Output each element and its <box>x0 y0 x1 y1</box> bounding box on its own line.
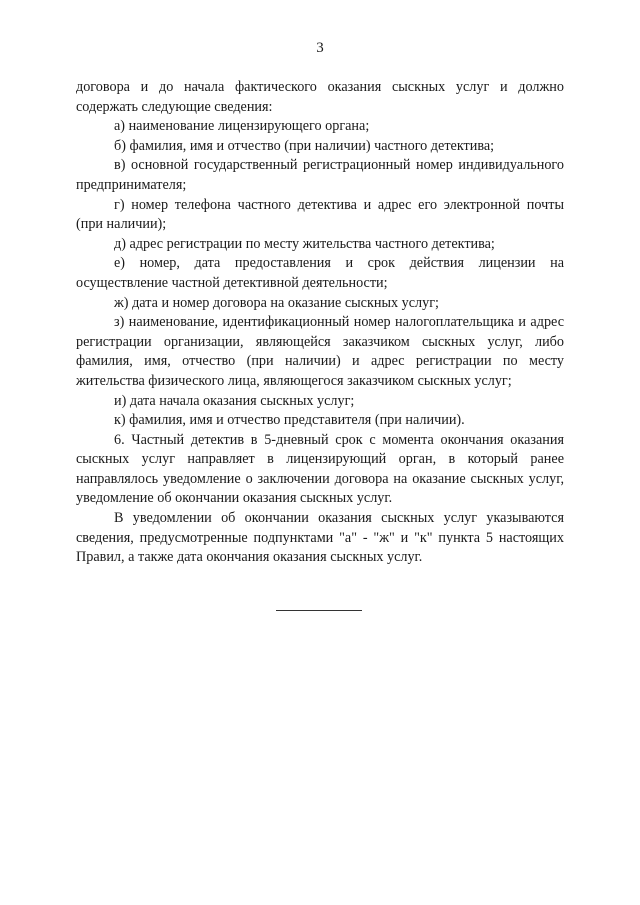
list-item-b: б) фамилия, имя и отчество (при наличии) частного детектива; <box>114 137 495 154</box>
list-item-e: е) номер, дата предоставления и срок действия лицензии на осуществление частной детективной деятельности; <box>76 255 564 291</box>
paragraph-point-6: 6. Частный детектив в 5-дневный срок с момента окончания оказания сыскных услуг направляет в лицензирующий орган, в который ранее направлялось уведомление о заключении договора на оказание сыскных услуг, уведомление об окончании оказания сыскных услуг. <box>76 431 564 507</box>
page-number: 3 <box>316 40 324 56</box>
list-item-g: г) номер телефона частного детектива и адрес его электронной почты (при наличии); <box>76 196 564 233</box>
list-item-k: к) фамилия, имя и отчество представителя (при наличии). <box>114 412 465 429</box>
list-item-a: а) наименование лицензирующего органа; <box>114 118 370 135</box>
end-separator-line <box>276 610 362 611</box>
document-body <box>76 78 564 568</box>
list-item-i: и) дата начала оказания сыскных услуг; <box>114 392 355 409</box>
paragraph-continuation: договора и до начала фактического оказания сыскных услуг и должно содержать следующие сведения: <box>76 79 564 115</box>
list-item-v: в) основной государственный регистрационный номер индивидуального предпринимателя; <box>76 157 564 193</box>
list-item-zh: ж) дата и номер договора на оказание сыскных услуг; <box>114 294 439 311</box>
list-item-d: д) адрес регистрации по месту жительства частного детектива; <box>114 235 495 252</box>
paragraph-notification: В уведомлении об окончании оказания сыскных услуг указываются сведения, предусмотренные подпунктами "а" - "ж" и "к" пункта 5 настоящих Правил, а также дата окончания оказания сыскных услуг. <box>76 510 564 566</box>
list-item-z: з) наименование, идентификационный номер налогоплательщика и адрес регистрации организации, являющейся заказчиком сыскных услуг, либо фамилия, имя, отчество (при наличии) и адрес регистрации по месту жительства физического лица, являющегося заказчиком сыскных услуг; <box>76 314 564 389</box>
